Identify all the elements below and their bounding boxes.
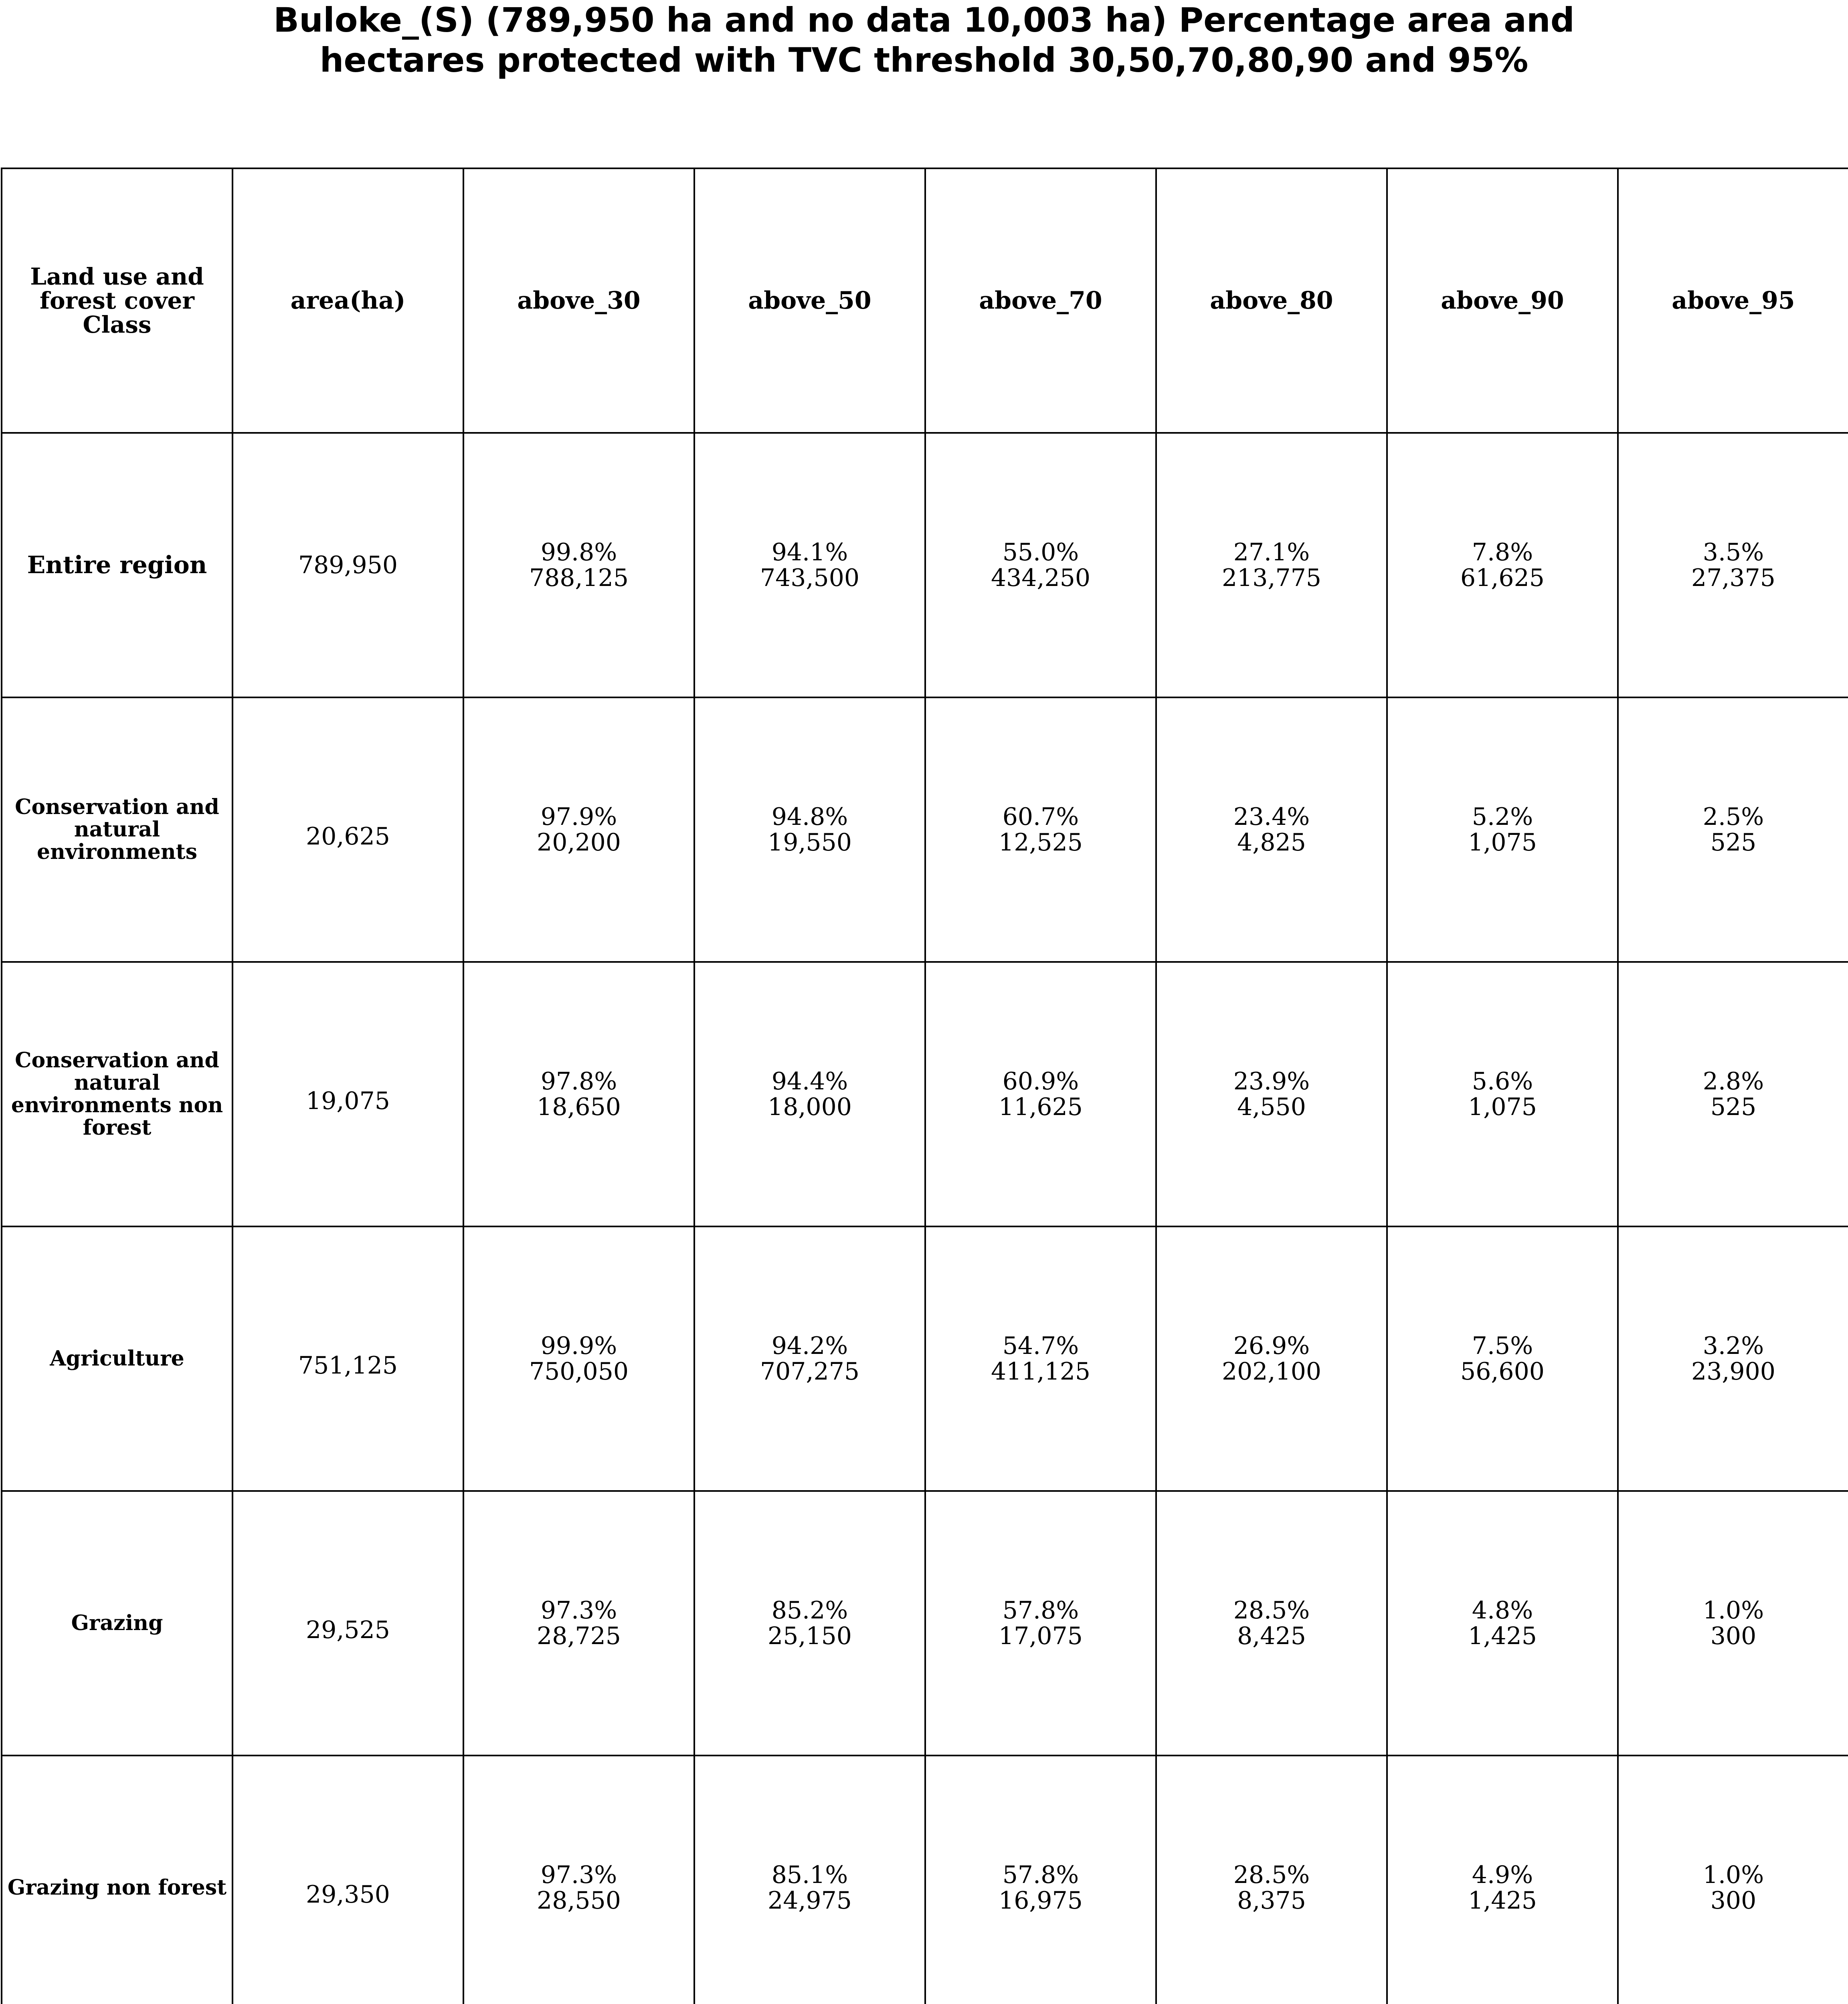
cell-percentage: 85.2%	[771, 1596, 848, 1624]
threshold-cell	[925, 1226, 1156, 1491]
cell-hectares: 18,000	[768, 1093, 852, 1121]
cell-percentage: 99.9%	[540, 1332, 617, 1360]
row-area-value: 789,950	[233, 433, 463, 697]
cell-hectares: 525	[1710, 828, 1757, 857]
cell-percentage: 4.9%	[1472, 1861, 1533, 1889]
threshold-cell	[925, 962, 1156, 1226]
cell-hectares: 525	[1710, 1093, 1757, 1121]
cell-percentage: 57.8%	[1002, 1596, 1079, 1624]
cell-percentage: 97.3%	[540, 1861, 617, 1889]
table-header-row	[2, 168, 1848, 433]
row-area-value: 20,625	[233, 697, 463, 962]
threshold-cell	[694, 1226, 925, 1491]
threshold-cell	[1387, 962, 1618, 1226]
cell-percentage: 55.0%	[1002, 538, 1079, 566]
threshold-cell	[694, 962, 925, 1226]
row-area-value: 29,525	[233, 1491, 463, 1756]
threshold-cell	[694, 1491, 925, 1756]
threshold-cell	[1156, 1491, 1387, 1756]
cell-percentage: 97.3%	[540, 1596, 617, 1624]
header-above-30: above_30	[463, 168, 694, 433]
cell-percentage: 99.8%	[540, 538, 617, 566]
cell-hectares: 1,075	[1468, 1093, 1537, 1121]
cell-percentage: 85.1%	[771, 1861, 848, 1889]
table-body	[2, 433, 1848, 2004]
threshold-cell	[1387, 1491, 1618, 1756]
threshold-cell	[463, 1756, 694, 2004]
cell-hectares: 11,625	[999, 1093, 1083, 1121]
cell-percentage: 94.2%	[771, 1332, 848, 1360]
cell-hectares: 1,075	[1468, 828, 1537, 857]
threshold-cell	[925, 697, 1156, 962]
threshold-cell	[1618, 1491, 1848, 1756]
threshold-cell	[1156, 697, 1387, 962]
cell-hectares: 24,975	[768, 1887, 852, 1915]
cell-percentage: 1.0%	[1702, 1861, 1764, 1889]
cell-percentage: 97.8%	[540, 1067, 617, 1095]
cell-hectares: 8,375	[1237, 1887, 1306, 1915]
cell-percentage: 94.8%	[771, 803, 848, 831]
threshold-cell	[925, 1756, 1156, 2004]
header-class: Land use and forest cover Class	[2, 168, 233, 433]
cell-hectares: 25,150	[768, 1622, 852, 1650]
cell-percentage: 26.9%	[1233, 1332, 1310, 1360]
row-class-label: Agriculture	[2, 1226, 233, 1491]
cell-hectares: 20,200	[537, 828, 621, 857]
cell-hectares: 707,275	[760, 1358, 860, 1386]
table-row	[2, 962, 1848, 1226]
header-above-90: above_90	[1387, 168, 1618, 433]
cell-percentage: 23.9%	[1233, 1067, 1310, 1095]
threshold-cell	[463, 962, 694, 1226]
header-above-50: above_50	[694, 168, 925, 433]
cell-hectares: 16,975	[999, 1887, 1083, 1915]
row-class-label: Conservation and natural environments	[2, 697, 233, 962]
table-row	[2, 697, 1848, 962]
row-class-label: Entire region	[2, 433, 233, 697]
threshold-cell	[1618, 697, 1848, 962]
cell-percentage: 57.8%	[1002, 1861, 1079, 1889]
cell-hectares: 56,600	[1460, 1358, 1545, 1386]
threshold-cell	[1618, 962, 1848, 1226]
row-area-value: 751,125	[233, 1226, 463, 1491]
cell-hectares: 743,500	[760, 564, 860, 592]
cell-percentage: 60.7%	[1002, 803, 1079, 831]
protection-table	[1, 168, 1848, 2004]
row-class-label: Grazing non forest	[2, 1756, 233, 2004]
cell-hectares: 202,100	[1221, 1358, 1322, 1386]
row-area-value: 19,075	[233, 962, 463, 1226]
cell-percentage: 94.4%	[771, 1067, 848, 1095]
threshold-cell	[1387, 1756, 1618, 2004]
cell-percentage: 5.2%	[1472, 803, 1533, 831]
threshold-cell	[925, 433, 1156, 697]
cell-hectares: 300	[1710, 1887, 1757, 1915]
cell-hectares: 18,650	[537, 1093, 621, 1121]
cell-hectares: 1,425	[1468, 1887, 1537, 1915]
threshold-cell	[694, 433, 925, 697]
threshold-cell	[463, 1226, 694, 1491]
cell-percentage: 28.5%	[1233, 1861, 1310, 1889]
cell-percentage: 97.9%	[540, 803, 617, 831]
cell-percentage: 2.8%	[1702, 1067, 1764, 1095]
threshold-cell	[1618, 1756, 1848, 2004]
cell-percentage: 60.9%	[1002, 1067, 1079, 1095]
header-above-80: above_80	[1156, 168, 1387, 433]
header-area: area(ha)	[233, 168, 463, 433]
page-title	[0, 0, 1848, 80]
cell-hectares: 23,900	[1691, 1358, 1775, 1386]
row-area-value: 29,350	[233, 1756, 463, 2004]
header-above-95: above_95	[1618, 168, 1848, 433]
threshold-cell	[1156, 1756, 1387, 2004]
table-row	[2, 1491, 1848, 1756]
threshold-cell	[463, 433, 694, 697]
cell-percentage: 28.5%	[1233, 1596, 1310, 1624]
cell-percentage: 23.4%	[1233, 803, 1310, 831]
cell-hectares: 213,775	[1221, 564, 1322, 592]
cell-hectares: 788,125	[529, 564, 629, 592]
cell-percentage: 54.7%	[1002, 1332, 1079, 1360]
row-class-label: Conservation and natural environments non forest	[2, 962, 233, 1226]
threshold-cell	[694, 697, 925, 962]
table-row	[2, 1756, 1848, 2004]
cell-percentage: 4.8%	[1472, 1596, 1533, 1624]
threshold-cell	[1618, 1226, 1848, 1491]
cell-hectares: 4,825	[1237, 828, 1306, 857]
threshold-cell	[1387, 1226, 1618, 1491]
cell-percentage: 7.5%	[1472, 1332, 1533, 1360]
threshold-cell	[1387, 697, 1618, 962]
title-line-1: Buloke_(S) (789,950 ha and no data 10,003 ha) Percentage area and	[273, 0, 1575, 40]
cell-hectares: 27,375	[1691, 564, 1775, 592]
cell-hectares: 4,550	[1237, 1093, 1306, 1121]
cell-hectares: 300	[1710, 1622, 1757, 1650]
cell-percentage: 7.8%	[1472, 538, 1533, 566]
cell-hectares: 1,425	[1468, 1622, 1537, 1650]
cell-percentage: 3.5%	[1702, 538, 1764, 566]
row-class-label: Grazing	[2, 1491, 233, 1756]
cell-hectares: 434,250	[991, 564, 1091, 592]
cell-hectares: 411,125	[991, 1358, 1091, 1386]
cell-percentage: 94.1%	[771, 538, 848, 566]
cell-hectares: 8,425	[1237, 1622, 1306, 1650]
cell-percentage: 1.0%	[1702, 1596, 1764, 1624]
cell-hectares: 28,550	[537, 1887, 621, 1915]
cell-hectares: 19,550	[768, 828, 852, 857]
threshold-cell	[1618, 433, 1848, 697]
threshold-cell	[463, 697, 694, 962]
threshold-cell	[1156, 1226, 1387, 1491]
cell-percentage: 2.5%	[1702, 803, 1764, 831]
header-above-70: above_70	[925, 168, 1156, 433]
table-row	[2, 433, 1848, 697]
title-line-2: hectares protected with TVC threshold 30,50,70,80,90 and 95%	[319, 40, 1529, 80]
threshold-cell	[1387, 433, 1618, 697]
threshold-cell	[1156, 433, 1387, 697]
cell-percentage: 27.1%	[1233, 538, 1310, 566]
threshold-cell	[694, 1756, 925, 2004]
cell-percentage: 3.2%	[1702, 1332, 1764, 1360]
cell-hectares: 750,050	[529, 1358, 629, 1386]
cell-hectares: 12,525	[999, 828, 1083, 857]
cell-hectares: 28,725	[537, 1622, 621, 1650]
cell-percentage: 5.6%	[1472, 1067, 1533, 1095]
threshold-cell	[463, 1491, 694, 1756]
cell-hectares: 17,075	[999, 1622, 1083, 1650]
table-row	[2, 1226, 1848, 1491]
cell-hectares: 61,625	[1460, 564, 1545, 592]
threshold-cell	[925, 1491, 1156, 1756]
threshold-cell	[1156, 962, 1387, 1226]
